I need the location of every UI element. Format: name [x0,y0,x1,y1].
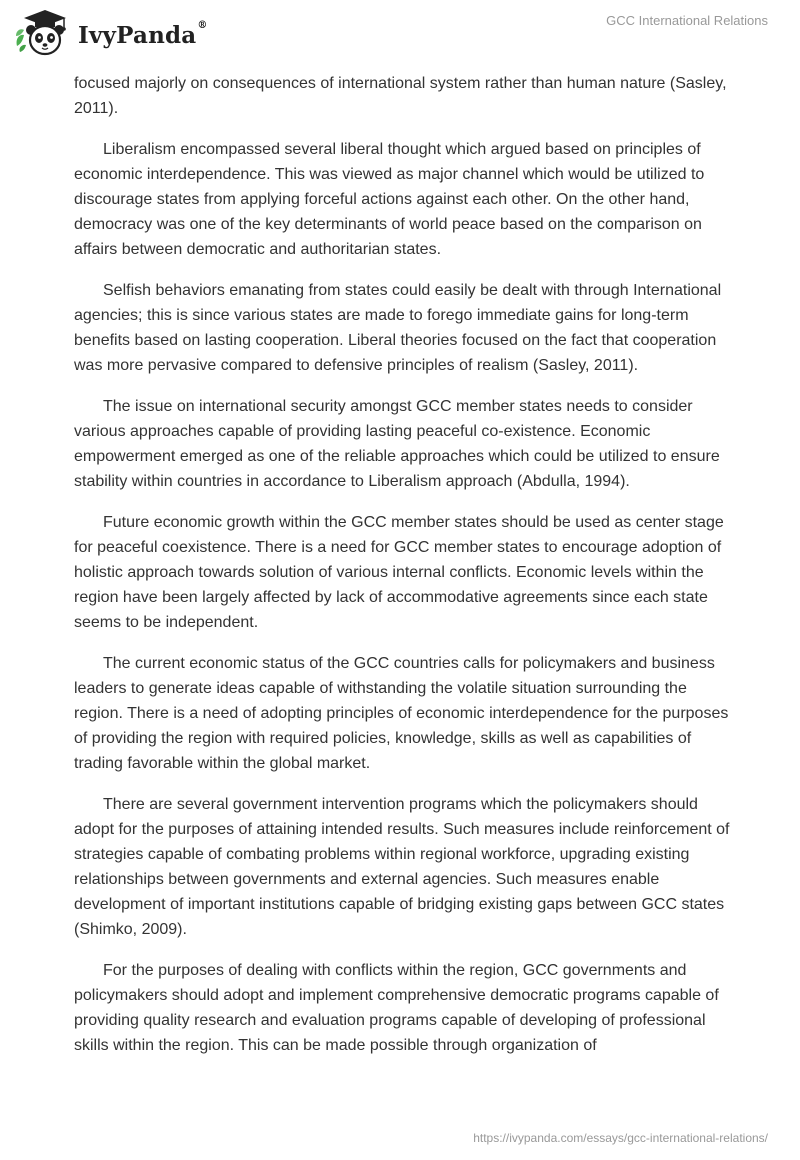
logo-wordmark: IvyPanda® [78,19,208,49]
paragraph: The current economic status of the GCC countries calls for policymakers and business leaders to generate ideas capable of withstanding the volatile situation surrounding the region. There is a need of adopting principles of economic interdependence for the purposes of providing the region with required policies, knowledge, skills as well as capabilities of trading favorable within the global market. [74,655,729,772]
paragraph: focused majorly on consequences of international system rather than human nature (Sasley, 2011). [74,75,727,117]
paragraph: Liberalism encompassed several liberal thought which argued based on principles of economic interdependence. This was viewed as major channel which would be utilized to discourage states from applying forceful actions against each other. On the other hand, democracy was one of the key determinants of world peace based on the comparison on affairs between democratic and authoritarian states. [74,141,705,258]
paragraph: The issue on international security amongst GCC member states needs to consider various approaches capable of providing lasting peaceful co-existence. Economic empowerment emerged as one of the reliable approaches which could be utilized to ensure stability within countries in accordance to Liberalism approach (Abdulla, 1994). [74,398,720,490]
document-title: GCC International Relations [606,13,768,28]
page-header [0,0,800,70]
paragraph: Future economic growth within the GCC member states should be used as center stage for peaceful coexistence. There is a need for GCC member states to encourage adoption of holistic approach towards solution of various internal conflicts. Economic levels within the region have been largely affected by lack of accommodative agreements since each state seems to be independent. [74,514,724,631]
panda-graduate-icon [14,8,72,58]
source-url[interactable]: https://ivypanda.com/essays/gcc-international-relations/ [473,1131,768,1145]
essay-body [74,71,734,1074]
ivypanda-logo[interactable] [14,8,208,58]
paragraph: For the purposes of dealing with conflicts within the region, GCC governments and policymakers should adopt and implement comprehensive democratic programs capable of providing quality research and evaluation programs capable of developing of professional skills within the region. This can be made possible through organization of [74,962,719,1054]
paragraph: Selfish behaviors emanating from states could easily be dealt with through International agencies; this is since various states are made to forego immediate gains for long-term benefits based on lasting cooperation. Liberal theories focused on the fact that cooperation was more pervasive compared to defensive principles of realism (Sasley, 2011). [74,282,722,374]
paragraph: There are several government intervention programs which the policymakers should adopt for the purposes of attaining intended results. Such measures include reinforcement of strategies capable of combating problems within regional workforce, upgrading existing relationships between governments and external agencies. Such measures enable development of important institutions capable of bridging existing gaps between GCC states (Shimko, 2009). [74,796,730,938]
